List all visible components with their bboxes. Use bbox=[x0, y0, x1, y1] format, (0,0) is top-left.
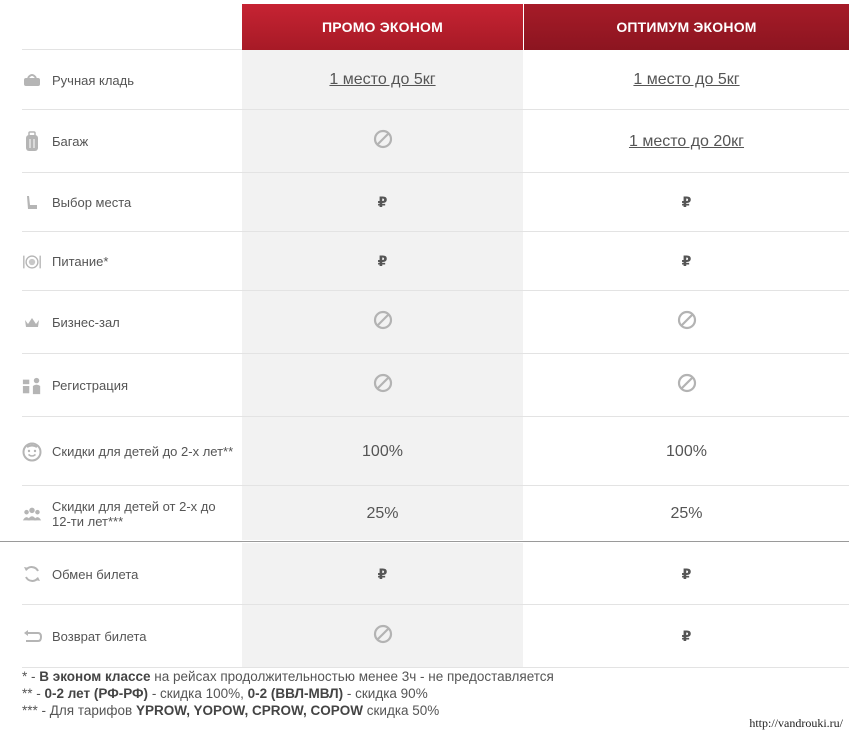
paid-rub-symbol: ₽ bbox=[377, 565, 388, 582]
bag-icon bbox=[22, 70, 42, 90]
paid-rub-symbol: ₽ bbox=[681, 194, 692, 210]
seat-icon bbox=[22, 193, 42, 213]
footnotes bbox=[22, 668, 554, 719]
paid-rub-symbol: ₽ bbox=[681, 565, 692, 582]
row-label: Питание* bbox=[52, 254, 109, 269]
optimum-hand-luggage-link[interactable]: 1 место до 5кг bbox=[633, 71, 740, 88]
exchange-icon bbox=[22, 564, 42, 584]
child-face-icon bbox=[22, 442, 42, 462]
footnote-2: ** - 0-2 лет (РФ-РФ) - скидка 100%, 0-2 (ВВЛ-МВЛ) - скидка 90% bbox=[22, 686, 428, 701]
row-label: Обмен билета bbox=[52, 566, 139, 582]
row-ticket-exchange bbox=[0, 543, 849, 605]
not-available-icon bbox=[373, 373, 393, 398]
discount-value: 100% bbox=[666, 442, 707, 460]
promo-hand-luggage-link[interactable]: 1 место до 5кг bbox=[329, 71, 436, 88]
header-optimum-econom: ОПТИМУМ ЭКОНОМ bbox=[524, 4, 849, 50]
discount-value: 25% bbox=[670, 505, 703, 522]
row-child-discount bbox=[0, 486, 849, 542]
not-available-icon bbox=[373, 129, 393, 154]
optimum-baggage-link[interactable]: 1 место до 20кг bbox=[628, 132, 745, 150]
paid-rub-symbol: ₽ bbox=[377, 253, 388, 269]
return-icon bbox=[22, 627, 42, 647]
row-label: Выбор места bbox=[52, 195, 132, 210]
row-label: Багаж bbox=[52, 134, 89, 149]
paid-rub-symbol: ₽ bbox=[681, 628, 692, 644]
paid-rub-symbol: ₽ bbox=[377, 194, 388, 210]
footnote-3: *** - Для тарифов YPROW, YOPOW, CPROW, COPOW скидка 50% bbox=[22, 703, 440, 718]
not-available-icon bbox=[373, 624, 393, 649]
row-label: Регистрация bbox=[52, 378, 128, 393]
header-promo-econom: ПРОМО ЭКОНОМ bbox=[242, 4, 523, 50]
row-business-lounge bbox=[0, 291, 849, 354]
row-label: Бизнес-зал bbox=[52, 315, 120, 330]
row-infant-discount bbox=[0, 417, 849, 486]
luggage-icon bbox=[22, 132, 42, 152]
not-available-icon bbox=[677, 310, 697, 335]
row-baggage bbox=[0, 110, 849, 173]
watermark-url: http://vandrouki.ru/ bbox=[749, 716, 843, 730]
discount-value: 100% bbox=[362, 442, 403, 460]
row-ticket-return bbox=[0, 605, 849, 668]
meal-icon bbox=[22, 252, 42, 272]
footnote-1: * - В эконом классе на рейсах продолжительностью менее 3ч - не предоставляется bbox=[22, 669, 554, 684]
not-available-icon bbox=[373, 310, 393, 335]
row-label: Ручная кладь bbox=[52, 72, 135, 88]
row-label: Возврат билета bbox=[52, 629, 147, 644]
group-icon bbox=[22, 504, 42, 524]
row-label: Скидки для детей до 2-х лет** bbox=[52, 444, 234, 459]
crown-icon bbox=[22, 313, 42, 333]
row-seat-selection bbox=[0, 173, 849, 232]
discount-value: 25% bbox=[366, 505, 399, 522]
row-registration bbox=[0, 354, 849, 417]
not-available-icon bbox=[677, 373, 697, 398]
row-hand-luggage bbox=[0, 50, 849, 110]
paid-rub-symbol: ₽ bbox=[681, 253, 692, 269]
registration-icon bbox=[22, 376, 42, 396]
row-meals bbox=[0, 232, 849, 291]
row-label: Скидки для детей от 2-х до 12-ти лет*** bbox=[52, 499, 216, 529]
